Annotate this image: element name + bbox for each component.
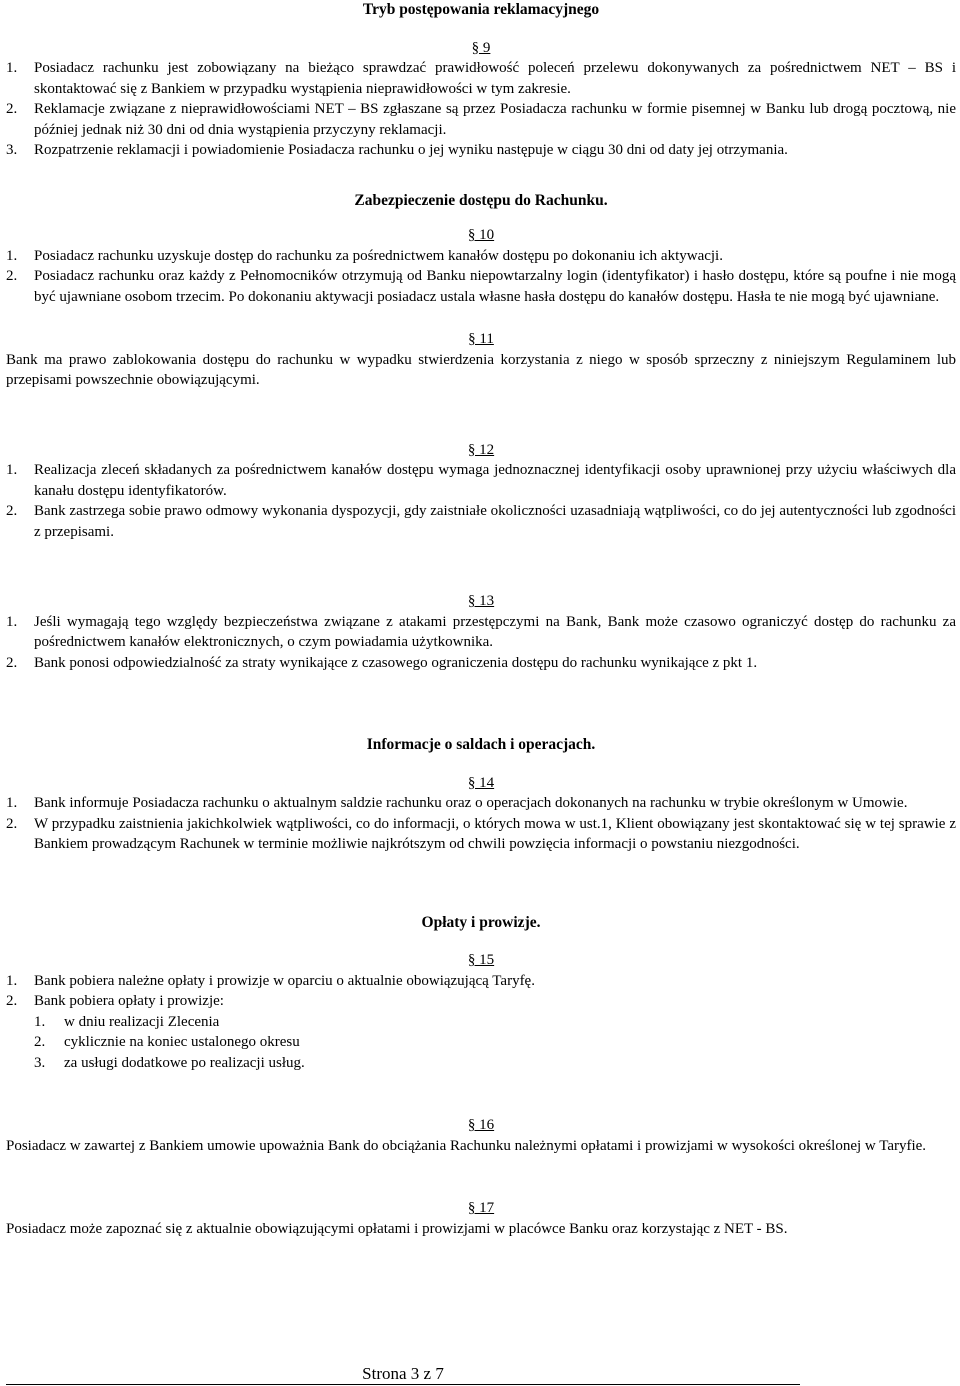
paragraph-sign-13: § 13 <box>467 593 495 609</box>
item-number: 2. <box>6 993 18 1009</box>
page-number: Strona 3 z 7 <box>362 1364 444 1383</box>
list-item <box>6 58 956 99</box>
item-number: 2. <box>6 101 18 117</box>
item-number: 2. <box>6 815 18 832</box>
list-item <box>6 612 956 653</box>
paragraph-sign-9: § 9 <box>471 39 491 56</box>
paragraph-sign-16: § 16 <box>467 1117 495 1133</box>
paragraph-text: Posiadacz w zawartej z Bankiem umowie upoważnia Bank do obciążania Rachunku należnymi opłatami i prowizjami w wysokości określonej w Taryfie. <box>6 1137 927 1154</box>
paragraph-text: Bank ma prawo zablokowania dostępu do rachunku w wypadku stwierdzenia korzystania z niego w sposób sprzeczny z niniejszym Regulaminem lub przepisami powszechnie obowiązującymi. <box>6 351 956 388</box>
item-text: Bank zastrzega sobie prawo odmowy wykonania dyspozycji, gdy zaistniałe okoliczności uzasadniają wątpliwości, co do jej autentyczności lub zgodności z przepisami. <box>34 503 956 540</box>
item-text: Posiadacz rachunku uzyskuje dostęp do rachunku za pośrednictwem kanałów dostępu po dokonaniu ich aktywacji. <box>34 247 723 264</box>
section-title-complaints: Tryb postępowania reklamacyjnego <box>362 1 600 18</box>
list-item <box>6 99 956 140</box>
item-number: 2. <box>6 654 18 671</box>
sub-list-item <box>6 1053 956 1074</box>
list-item <box>6 991 956 1012</box>
list-item <box>6 140 956 161</box>
item-text: W przypadku zaistnienia jakichkolwiek wątpliwości, co do informacji, o których mowa w ust.1, Klient obowiązany jest skontaktować się w tej sprawie z Bankiem prowadzącym Rachunek w terminie możliwie najkrótszym od chwili powzięcia informacji o powstaniu niezgodności. <box>34 815 956 852</box>
section-title-balances: Informacje o saldach i operacjach. <box>366 736 596 753</box>
item-text: Bank pobiera należne opłaty i prowizje w oparciu o aktualnie obowiązującą Taryfę. <box>34 972 535 989</box>
item-text: Bank ponosi odpowiedzialność za straty wynikające z czasowego ograniczenia dostępu do rachunku wynikające z pkt 1. <box>34 654 758 671</box>
list-item <box>6 460 956 501</box>
item-text: Bank informuje Posiadacza rachunku o aktualnym saldzie rachunku oraz o operacjach dokonanych na rachunku w trybie określonym w Umowie. <box>34 795 908 811</box>
list-item <box>6 971 956 992</box>
list-item <box>6 246 956 267</box>
paragraph-sign-17: § 17 <box>467 1200 495 1216</box>
item-number: 1. <box>6 247 18 264</box>
item-text: Posiadacz rachunku oraz każdy z Pełnomocników otrzymują od Banku niepowtarzalny login (identyfikator) i hasło dostępu, które są poufne i nie mogą być ujawniane osobom trzecim. Po dokonaniu aktywacji posiadacz ustala własne hasła dostępu do kanałów dostępu. Hasła te nie mogą być ujawniane. <box>34 268 956 305</box>
item-number: 1. <box>6 462 18 478</box>
item-text: w dniu realizacji Zlecenia <box>64 1013 220 1030</box>
paragraph-sign-14: § 14 <box>467 774 495 791</box>
item-text: Realizacja zleceń składanych za pośrednictwem kanałów dostępu wymaga jednoznacznej identyfikacji osoby uprawnionej przy użyciu właściwych dla kanału dostępu identyfikatorów. <box>34 462 956 499</box>
item-number: 1. <box>6 795 18 811</box>
list-item <box>6 814 956 855</box>
item-text: Bank pobiera opłaty i prowizje: <box>34 993 224 1009</box>
item-text: za usługi dodatkowe po realizacji usług. <box>64 1054 305 1071</box>
item-text: Posiadacz rachunku jest zobowiązany na bieżąco sprawdzać prawidłowość poleceń przelewu dokonywanych za pośrednictwem NET – BS i skontaktować się z Bankiem w przypadku wystąpienia nieprawidłowości w tym zakresie. <box>34 60 956 97</box>
item-text: Rozpatrzenie reklamacji i powiadomienie Posiadacza rachunku o jej wyniku następuje w ciągu 30 dni od daty jej otrzymania. <box>34 142 788 158</box>
section-title-fees: Opłaty i prowizje. <box>421 913 541 931</box>
item-number: 3. <box>6 142 18 158</box>
item-number: 2. <box>6 268 18 284</box>
sub-list-item <box>6 1032 956 1053</box>
section-title-access: Zabezpieczenie dostępu do Rachunku. <box>354 191 608 209</box>
paragraph-text: Posiadacz może zapoznać się z aktualnie obowiązującymi opłatami i prowizjami w placówce Banku oraz korzystając z NET - BS. <box>6 1220 788 1237</box>
item-number: 1. <box>34 1013 46 1030</box>
item-text: Reklamacje związane z nieprawidłowościami NET – BS zgłaszane są przez Posiadacza rachunku w formie pisemnej w Banku lub drogą pocztową, nie później jednak niż 30 dni od dnia wystąpienia przyczyny reklamacji. <box>34 101 956 138</box>
item-text: Jeśli wymagają tego względy bezpieczeństwa związane z atakami przestępczymi na Bank, Bank może czasowo ograniczyć dostęp do rachunku za pośrednictwem kanałów elektronicznych, o czym powiadamia użytkownika. <box>34 613 956 650</box>
item-number: 2. <box>34 1034 46 1050</box>
document-page <box>6 0 956 1239</box>
item-text: cyklicznie na koniec ustalonego okresu <box>64 1034 300 1050</box>
sub-list-item <box>6 1012 956 1033</box>
paragraph-sign-12: § 12 <box>467 441 495 458</box>
item-number: 3. <box>34 1054 46 1071</box>
list-item <box>6 653 956 674</box>
page-footer <box>6 1364 800 1385</box>
item-number: 1. <box>6 60 18 76</box>
paragraph-sign-11: § 11 <box>468 331 494 347</box>
paragraph-sign-15: § 15 <box>467 952 495 968</box>
item-number: 2. <box>6 503 18 519</box>
paragraph-sign-10: § 10 <box>467 227 495 243</box>
list-item <box>6 266 956 307</box>
item-number: 1. <box>6 972 18 989</box>
list-item <box>6 501 956 542</box>
item-number: 1. <box>6 613 18 630</box>
list-item <box>6 793 956 814</box>
